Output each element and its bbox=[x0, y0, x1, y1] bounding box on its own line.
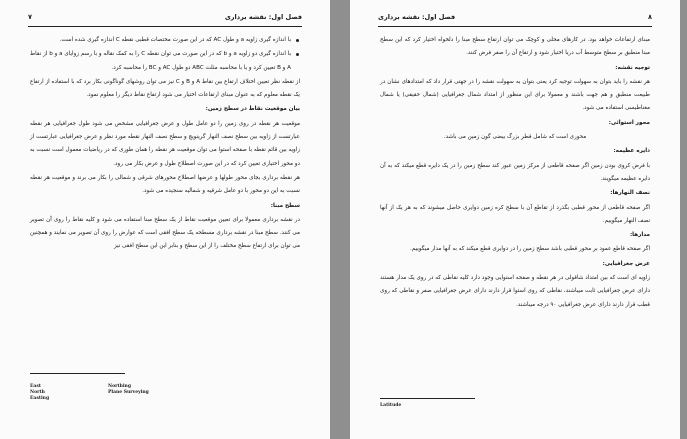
section-heading: توجیه نقشه: bbox=[615, 64, 650, 71]
paragraph: در نقشه برداری معمولا برای تعیین موقعیت نقاط از یک سطح مبنا استفاده می شود و کلیه نقاط را روی آن تصویر می کنند. سطح مبنا در نقشه برداری مسطحه یک سطح افقی است که عوارض را روی آن تصویر می نمایند و همچنین می توان برای ارتفاع سطح مختلف را از این سطح و بنابر این این سطح افقی نیز bbox=[30, 216, 300, 250]
centered-paragraph: محوری است که شامل قطر بزرگ بیضی گون زمین می باشد. bbox=[443, 134, 587, 141]
footnote-column bbox=[30, 384, 49, 402]
section-heading: عرض جغرافیایی: bbox=[602, 260, 650, 267]
footnote-item: East bbox=[30, 384, 41, 389]
paragraph: مبنای ارتفاعات خواهد بود. در کارهای محلی و کوچک می توان ارتفاع سطح مبنا را دلخواه اختیار کرد که این سطح مبنا منطبق بر سطح متوسط آب دریا اختیار شود و ارتفاع آن را صفر فرض کنند. bbox=[380, 37, 650, 57]
paragraph: از نقطه نظر تعیین اختلاف ارتفاع بین نقاط A و B و C نیز می توان روشهای گوناگونی بکار برد که با استفاده از ارتفاع یک نقطه معلوم که به عنوان مبنای ارتفاعات اختیار می شود ارتفاع نقاط دیگر را معلوم نمود. bbox=[30, 78, 300, 99]
bullet-item: با اندازه گیری دو زاویه a و b که در این صورت می توان نقطه C را به کمک نقاله و با رسم زوایای a و b از نقاط A و B تعیین کرد و یا با محاسبه مثلث ABC دو طول AC و BC را محاسبه کرد. bbox=[30, 48, 300, 75]
page-number: ۷ bbox=[28, 13, 32, 21]
paragraph: با فرض کروی بودن زمین اگر صفحه قاطعی از مرکز زمین عبور کند سطح زمین را در یک دایره قطع میکند که به آن دایره عظیمه میگویند. bbox=[380, 162, 650, 182]
footnotes bbox=[30, 384, 180, 414]
right-page bbox=[350, 0, 680, 439]
paragraph: زاویه ای است که بین امتداد شاقولی در هر نقطه و صفحه استوایی وجود دارد کلیه نقاطی که در روی یک مدار هستند دارای عرض جغرافیایی ثابت میباشند، نقاطی که روی استوا قرار دارند دارای عرض جغرافیایی صفر و نقاطی که روی قطب قرار دارند دارای عرض جغرافیایی ۹۰ درجه میباشند. bbox=[380, 275, 650, 308]
paragraph: اگر صفحه قاطع عمود بر محور قطبی باشد سطح زمین را در دوایری قطع میکند که به آنها مدار میگوییم. bbox=[410, 246, 650, 253]
header-rule bbox=[28, 26, 302, 27]
footnote-item: Northing bbox=[108, 384, 131, 389]
footnote-rule bbox=[30, 373, 125, 374]
footnote-column bbox=[380, 403, 401, 409]
page-body bbox=[380, 34, 650, 313]
section-heading: محور استوائی: bbox=[608, 119, 650, 126]
section-heading: بیان موقعیت نقاط در سطح زمین: bbox=[205, 106, 300, 113]
section-heading: سطح مبنا: bbox=[270, 202, 300, 209]
footnote-item: Easting bbox=[30, 396, 50, 401]
footnotes bbox=[380, 403, 530, 433]
chapter-title: فصل اول: نقشه برداری bbox=[224, 13, 302, 21]
bullet-item: با اندازه گیری زاویه a و طول AC که در این صورت مختصات قطبی نقطه C اندازه گیری شده است. bbox=[30, 34, 300, 47]
header-rule bbox=[378, 26, 652, 27]
paragraph: موقعیت هر نقطه در روی زمین را دو عامل طول و عرض جغرافیایی مشخص می شود طول جغرافیایی هر نقطه عبارتست از زاویه بین سطح نصف النهار گرینویچ و سطح نصف النهار نقطه مورد نظر و عرض جغرافیایی عبارتست از زاویه بین قائم نقطه با صفحه استوا می توان موقعیت هر نقطه را همان طوری که در ریاضیات معمول است نسبت به دو محور اختیاری تعیین کرد که در این صورت اصطلاح طول و عرض بکار می رود. bbox=[30, 120, 300, 167]
footnote-column bbox=[108, 384, 149, 396]
paragraph: اگر صفحه قاطعی از محور قطبی بگذرد از تقاطع آن با سطح کره زمین دوایری حاصل میشوند که به هر یک از آنها نصف النهار میگوییم. bbox=[380, 204, 650, 224]
page-body bbox=[30, 34, 300, 255]
page-header bbox=[28, 13, 302, 25]
page-header bbox=[378, 13, 652, 25]
footnote-rule bbox=[380, 398, 475, 399]
footnote-item: North bbox=[30, 390, 45, 395]
paragraph: هر نقشه را باید بتوان به سهولت توجیه کرد یعنی بتوان به سهولت نقشه را در جهتی قرار داد که امتدادهای نشان در طبیعت منطبق و هم جهت باشند و معمولا برای این منظور از امتداد شمال جغرافیایی (شمال حقیقی) یا شمال مغناطیسی استفاده می شود. bbox=[380, 78, 650, 112]
section-heading: نصف النهارها: bbox=[610, 190, 650, 197]
page-number: ۸ bbox=[648, 13, 652, 21]
chapter-title: فصل اول: نقشه برداری bbox=[378, 13, 456, 21]
left-page bbox=[0, 0, 330, 439]
paragraph: هر نقطه برداری بجای محور طولها و عرضها اصطلاح محورهای شرقی و شمالی را بکار می برند و موقعیت هر نقطه نسبت به این دو محور با دو عامل شرقیه و شمالیه سنجیده می شود. bbox=[30, 174, 300, 195]
footnote-item: Latitude bbox=[380, 403, 402, 408]
section-heading: دایره عظیمه: bbox=[613, 148, 650, 155]
footnote-item: Plane Surveying bbox=[108, 390, 149, 395]
section-heading: مدارها: bbox=[629, 232, 650, 239]
